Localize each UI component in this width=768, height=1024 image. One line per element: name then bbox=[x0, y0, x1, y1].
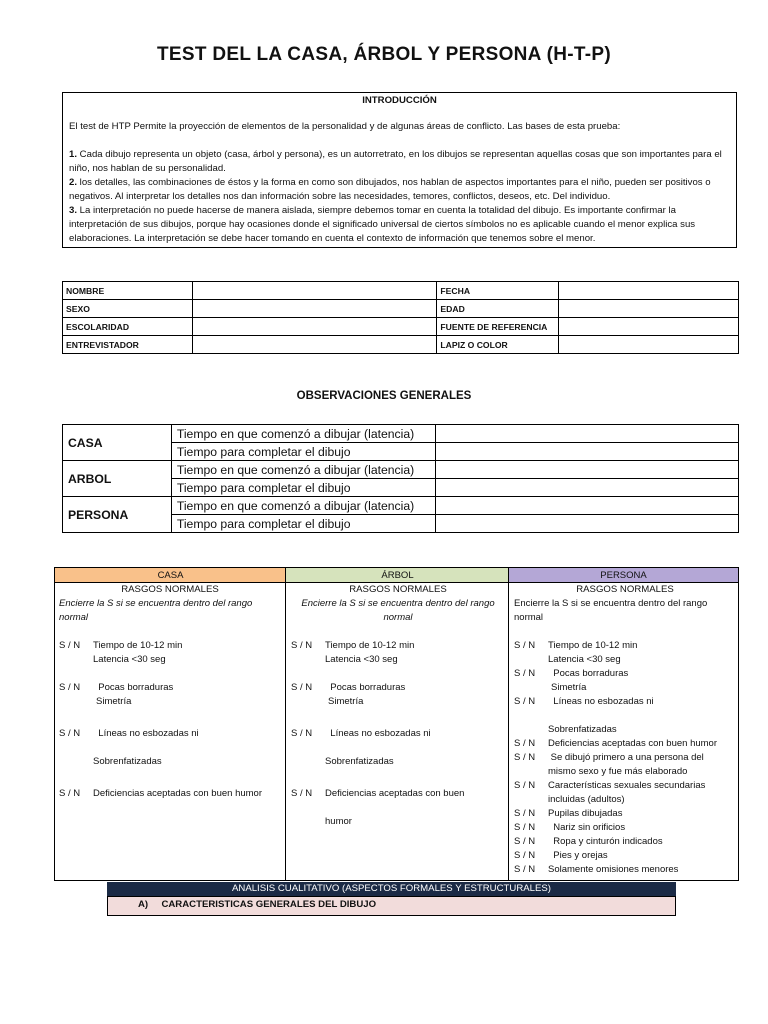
rasgos-heading: RASGOS NORMALES bbox=[576, 584, 674, 595]
arbol-traits bbox=[291, 583, 505, 829]
trait-persona-primero-cont: mismo sexo y fue más elaborado bbox=[548, 766, 688, 777]
field-fuente[interactable] bbox=[559, 318, 739, 336]
obs-completar-label: Tiempo para completar el dibujo bbox=[171, 443, 435, 461]
field-entrevistador[interactable] bbox=[192, 336, 437, 354]
header-arbol: ÁRBOL bbox=[286, 568, 509, 583]
obs-arbol-latencia-field[interactable] bbox=[436, 461, 739, 479]
label-fuente: FUENTE DE REFERENCIA bbox=[437, 318, 559, 336]
trait-borraduras[interactable]: S / N Pocas borraduras bbox=[291, 682, 406, 693]
obs-latencia-label: Tiempo en que comenzó a dibujar (latencia) bbox=[171, 497, 435, 515]
intro-point-2-number: 2. bbox=[69, 177, 78, 188]
rasgos-heading: RASGOS NORMALES bbox=[349, 584, 447, 595]
label-escolaridad: ESCOLARIDAD bbox=[63, 318, 193, 336]
casa-traits bbox=[59, 583, 281, 801]
trait-borraduras[interactable]: S / N Pocas borraduras bbox=[514, 668, 629, 679]
qualitative-analysis-header: ANALISIS CUALITATIVO (ASPECTOS FORMALES Y ESTRUCTURALES) bbox=[107, 882, 676, 896]
intro-paragraph: El test de HTP Permite la proyección de elementos de la personalidad y de algunas áreas de conflicto. Las bases de esta prueba: bbox=[69, 121, 621, 132]
introduction-box bbox=[62, 92, 737, 248]
trait-borraduras[interactable]: S / N Pocas borraduras bbox=[59, 682, 174, 693]
header-persona: PERSONA bbox=[509, 568, 738, 583]
obs-persona-latencia-field[interactable] bbox=[436, 497, 739, 515]
table-row bbox=[63, 318, 739, 336]
label-lapiz: LAPIZ O COLOR bbox=[437, 336, 559, 354]
obs-persona: PERSONA bbox=[63, 497, 172, 533]
trait-simetria: Simetría bbox=[96, 696, 132, 707]
trait-sobrenfatizadas: Sobrenfatizadas bbox=[548, 724, 617, 735]
trait-persona-primero[interactable]: S / N Se dibujó primero a una persona del bbox=[514, 752, 704, 763]
section-a-label: A) bbox=[138, 899, 149, 910]
trait-simetria: Simetría bbox=[551, 682, 587, 693]
intro-point-3-number: 3. bbox=[69, 205, 78, 216]
intro-point-2-text: los detalles, las combinaciones de éstos y la forma en como son dibujados, nos hablan de aspectos importantes para el niño, pueden ser positivos o negativos. Al interpretar los detalles nos dan información sobre las necesidades, temores, conflictos, deseos, etc. Del individuo. bbox=[69, 177, 711, 202]
instruction-line: normal bbox=[514, 612, 544, 623]
trait-deficiencias[interactable]: S / N Deficiencias aceptadas con buen bbox=[291, 788, 465, 799]
trait-lineas[interactable]: S / N Líneas no esbozadas ni bbox=[59, 728, 199, 739]
trait-simetria: Simetría bbox=[328, 696, 364, 707]
trait-tiempo[interactable]: S / N Tiempo de 10-12 min bbox=[59, 640, 183, 651]
trait-latencia: Latencia <30 seg bbox=[93, 654, 166, 665]
field-fecha[interactable] bbox=[559, 282, 739, 300]
obs-persona-completar-field[interactable] bbox=[436, 515, 739, 533]
header-casa: CASA bbox=[55, 568, 286, 583]
intro-point-1 bbox=[69, 148, 730, 176]
personal-info-table bbox=[62, 281, 739, 354]
trait-sobrenfatizadas: Sobrenfatizadas bbox=[93, 756, 162, 767]
section-a-text: CARACTERISTICAS GENERALES DEL DIBUJO bbox=[161, 899, 377, 910]
intro-heading: INTRODUCCIÓN bbox=[362, 95, 437, 106]
label-fecha: FECHA bbox=[437, 282, 559, 300]
persona-traits bbox=[514, 583, 736, 877]
section-a-general-characteristics bbox=[107, 896, 676, 916]
trait-pupilas[interactable]: S / N Pupilas dibujadas bbox=[514, 808, 623, 819]
rasgos-heading: RASGOS NORMALES bbox=[121, 584, 219, 595]
intro-point-2 bbox=[69, 176, 730, 204]
obs-arbol: ARBOL bbox=[63, 461, 172, 497]
obs-casa-completar-field[interactable] bbox=[436, 443, 739, 461]
instruction-line: normal bbox=[383, 612, 413, 623]
table-row bbox=[63, 497, 739, 515]
field-nombre[interactable] bbox=[192, 282, 437, 300]
table-row bbox=[63, 336, 739, 354]
table-row bbox=[63, 425, 739, 443]
trait-humor: humor bbox=[325, 816, 352, 827]
obs-completar-label: Tiempo para completar el dibujo bbox=[171, 479, 435, 497]
table-row bbox=[63, 282, 739, 300]
intro-point-3-text: La interpretación no puede hacerse de manera aislada, siempre debemos tomar en cuenta la totalidad del dibujo. Es importante confirmar la interpretación de sus dibujos, porque hay ocasiones donde el significado universal de ciertos símbolos no es aplicable cuando el menor explica sus elaboraciones. La interpretación se debe hacer tomando en cuenta el contexto de información que tenemos sobre el menor. bbox=[69, 205, 696, 244]
instruction-line: Encierre la S si se encuentra dentro del rango bbox=[514, 598, 708, 609]
normal-traits-table bbox=[54, 567, 739, 881]
trait-sexuales-cont: incluidas (adultos) bbox=[548, 794, 625, 805]
observations-table bbox=[62, 424, 739, 533]
instruction-line: Encierre la S si se encuentra dentro del rango bbox=[301, 598, 495, 609]
trait-nariz[interactable]: S / N Nariz sin orificios bbox=[514, 822, 626, 833]
observations-title: OBSERVACIONES GENERALES bbox=[296, 390, 472, 402]
obs-casa: CASA bbox=[63, 425, 172, 461]
trait-tiempo[interactable]: S / N Tiempo de 10-12 min bbox=[514, 640, 638, 651]
intro-point-3 bbox=[69, 204, 730, 246]
field-escolaridad[interactable] bbox=[192, 318, 437, 336]
label-edad: EDAD bbox=[437, 300, 559, 318]
field-lapiz[interactable] bbox=[559, 336, 739, 354]
table-row bbox=[63, 300, 739, 318]
instruction-line: normal bbox=[59, 612, 89, 623]
trait-lineas[interactable]: S / N Líneas no esbozadas ni bbox=[291, 728, 431, 739]
label-entrevistador: ENTREVISTADOR bbox=[63, 336, 193, 354]
trait-deficiencias[interactable]: S / N Deficiencias aceptadas con buen humor bbox=[59, 788, 262, 799]
obs-arbol-completar-field[interactable] bbox=[436, 479, 739, 497]
instruction-line: Encierre la S si se encuentra dentro del rango bbox=[59, 598, 253, 609]
intro-point-1-number: 1. bbox=[69, 149, 78, 160]
obs-casa-latencia-field[interactable] bbox=[436, 425, 739, 443]
trait-ropa[interactable]: S / N Ropa y cinturón indicados bbox=[514, 836, 663, 847]
field-sexo[interactable] bbox=[192, 300, 437, 318]
trait-pies[interactable]: S / N Pies y orejas bbox=[514, 850, 608, 861]
trait-deficiencias[interactable]: S / N Deficiencias aceptadas con buen humor bbox=[514, 738, 717, 749]
table-row bbox=[63, 461, 739, 479]
trait-latencia: Latencia <30 seg bbox=[325, 654, 398, 665]
trait-sexuales[interactable]: S / N Características sexuales secundarias bbox=[514, 780, 706, 791]
trait-sobrenfatizadas: Sobrenfatizadas bbox=[325, 756, 394, 767]
obs-latencia-label: Tiempo en que comenzó a dibujar (latencia) bbox=[171, 425, 435, 443]
trait-tiempo[interactable]: S / N Tiempo de 10-12 min bbox=[291, 640, 415, 651]
label-nombre: NOMBRE bbox=[63, 282, 193, 300]
trait-latencia: Latencia <30 seg bbox=[548, 654, 621, 665]
label-sexo: SEXO bbox=[63, 300, 193, 318]
page-title: TEST DEL LA CASA, ÁRBOL Y PERSONA (H-T-P) bbox=[157, 44, 611, 65]
intro-point-1-text: Cada dibujo representa un objeto (casa, árbol y persona), es un autorretrato, en los dibujos se representan aquellas cosas que son importantes para el niño, nos hablan de su personalidad. bbox=[69, 149, 722, 174]
trait-lineas[interactable]: S / N Líneas no esbozadas ni bbox=[514, 696, 654, 707]
obs-latencia-label: Tiempo en que comenzó a dibujar (latencia) bbox=[171, 461, 435, 479]
field-edad[interactable] bbox=[559, 300, 739, 318]
obs-completar-label: Tiempo para completar el dibujo bbox=[171, 515, 435, 533]
trait-omisiones[interactable]: S / N Solamente omisiones menores bbox=[514, 864, 679, 875]
